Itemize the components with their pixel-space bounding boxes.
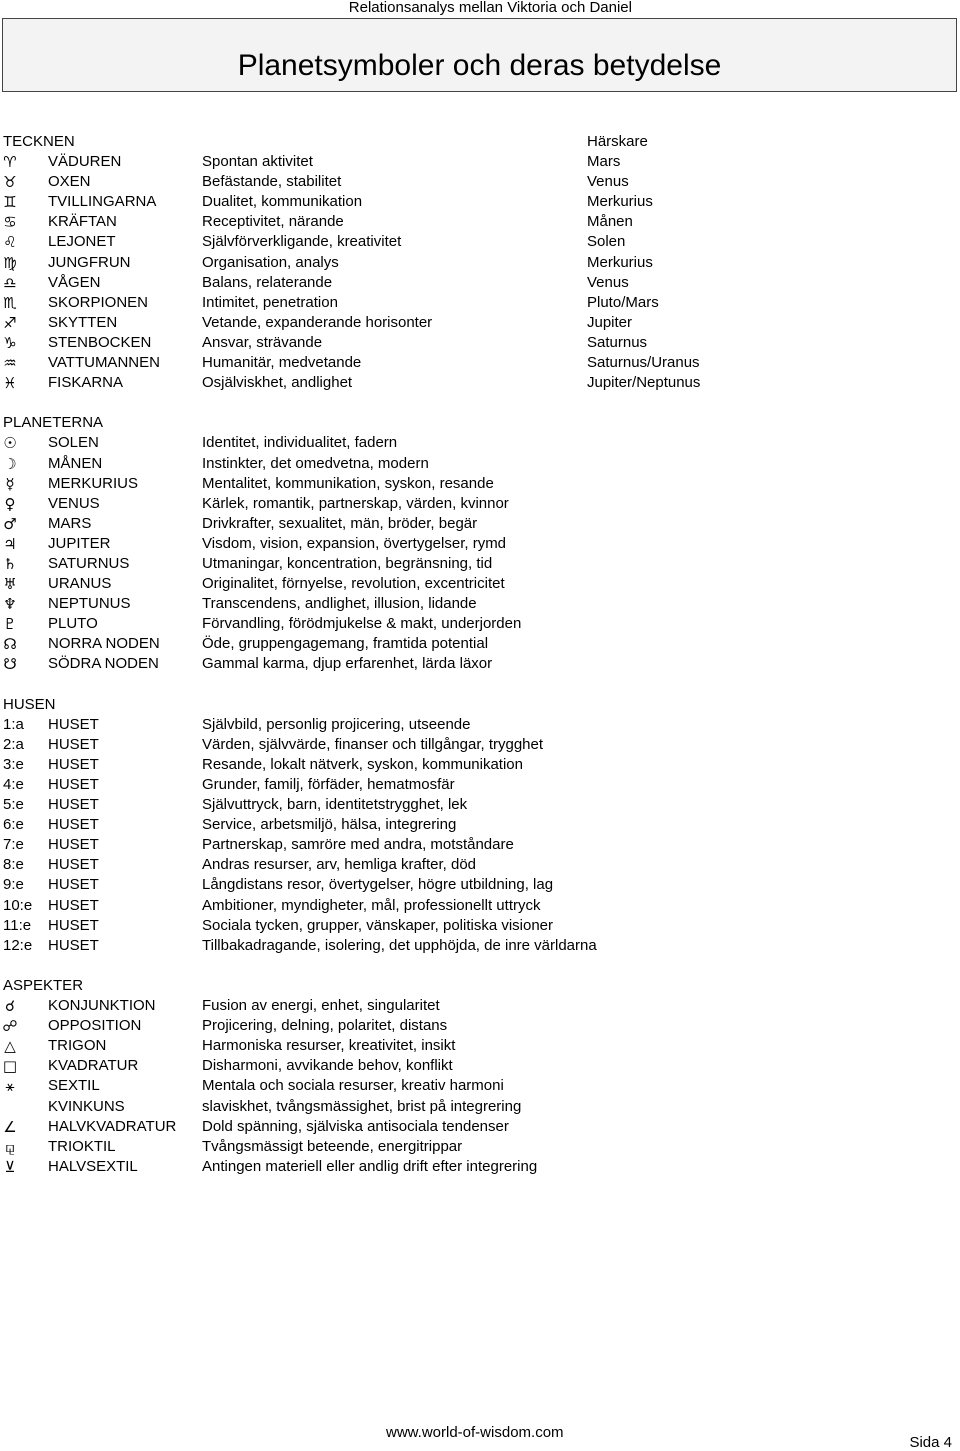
aspects-header-row — [0, 976, 960, 996]
sign-name: OXEN — [48, 173, 91, 191]
planet-icon: ♅ — [3, 575, 17, 594]
sign-ruler: Mars — [587, 153, 621, 171]
aspect-name: SEXTIL — [48, 1077, 100, 1095]
house-row — [0, 896, 960, 916]
planet-row — [0, 634, 960, 654]
sign-name: VÄDUREN — [48, 153, 122, 171]
zodiac-sign-icon: ♑ — [3, 333, 17, 352]
sign-name: FISKARNA — [48, 374, 124, 392]
house-meaning: Resande, lokalt nätverk, syskon, kommunikation — [202, 755, 523, 773]
aspect-icon: ☌ — [4, 997, 16, 1016]
aspect-icon: ⚹ — [5, 1077, 15, 1096]
house-number: 8:e — [3, 856, 24, 874]
house-row — [0, 855, 960, 875]
planet-row — [0, 574, 960, 594]
houses-header-row — [0, 695, 960, 715]
sign-row — [0, 212, 960, 232]
house-number: 6:e — [3, 816, 24, 834]
planet-meaning: Öde, gruppengagemang, framtida potential — [202, 635, 489, 653]
aspect-meaning: Mentala och sociala resurser, kreativ harmoni — [202, 1077, 504, 1095]
house-row — [0, 835, 960, 855]
zodiac-sign-icon: ♐ — [3, 313, 17, 332]
sign-meaning: Dualitet, kommunikation — [202, 193, 363, 211]
planet-meaning: Drivkrafter, sexualitet, män, bröder, begär — [202, 514, 478, 532]
aspect-meaning: Fusion av energi, enhet, singularitet — [202, 997, 440, 1015]
house-meaning: Ambitioner, myndigheter, mål, professionellt uttryck — [202, 896, 541, 914]
house-row — [0, 916, 960, 936]
planet-row — [0, 494, 960, 514]
planet-icon: ☉ — [3, 434, 17, 453]
sign-ruler: Jupiter — [587, 313, 633, 331]
house-number: 3:e — [3, 755, 24, 773]
planet-name: MERKURIUS — [48, 474, 139, 492]
planet-name: SOLEN — [48, 434, 99, 452]
planet-name: PLUTO — [48, 615, 98, 633]
zodiac-sign-icon: ♌ — [3, 233, 17, 252]
planets-header-row — [0, 413, 960, 433]
sign-name: KRÄFTAN — [48, 213, 117, 231]
sign-row — [0, 172, 960, 192]
house-label: HUSET — [48, 796, 99, 814]
aspect-name: OPPOSITION — [48, 1017, 142, 1035]
planet-name: URANUS — [48, 575, 112, 593]
sign-row — [0, 232, 960, 252]
planet-name: SATURNUS — [48, 554, 130, 572]
houses-table — [0, 715, 960, 956]
sign-ruler: Månen — [587, 213, 633, 231]
planet-icon: ☿ — [5, 474, 15, 493]
sign-ruler: Pluto/Mars — [587, 293, 659, 311]
aspect-row — [0, 1097, 960, 1117]
sign-name: LEJONET — [48, 233, 116, 251]
house-number: 10:e — [3, 896, 33, 914]
planet-name: MARS — [48, 514, 92, 532]
aspect-icon: ⊻ — [4, 1157, 16, 1176]
sign-name: SKORPIONEN — [48, 293, 149, 311]
house-label: HUSET — [48, 896, 99, 914]
planets-heading: PLANETERNA — [3, 414, 104, 432]
sign-ruler: Venus — [587, 273, 629, 291]
house-number: 9:e — [3, 876, 24, 894]
zodiac-sign-icon: ♈ — [3, 153, 17, 172]
aspect-row — [0, 1137, 960, 1157]
sign-meaning: Vetande, expanderande horisonter — [202, 313, 433, 331]
planet-name: MÅNEN — [48, 454, 103, 472]
aspect-icon: ⚼ — [4, 1137, 16, 1156]
sign-name: STENBOCKEN — [48, 333, 152, 351]
planet-meaning: Transcendens, andlighet, illusion, lidande — [202, 595, 477, 613]
planet-meaning: Originalitet, förnyelse, revolution, excentricitet — [202, 575, 505, 593]
aspect-row — [0, 1117, 960, 1137]
aspect-icon: ☍ — [2, 1017, 18, 1036]
sign-row — [0, 353, 960, 373]
sign-meaning: Receptivitet, närande — [202, 213, 344, 231]
aspect-name: HALVSEXTIL — [48, 1157, 138, 1175]
planet-icon: ♀ — [4, 494, 16, 513]
house-row — [0, 775, 960, 795]
sign-meaning: Spontan aktivitet — [202, 153, 313, 171]
planet-name: JUPITER — [48, 534, 111, 552]
aspect-row — [0, 1036, 960, 1056]
aspect-meaning: Disharmoni, avvikande behov, konflikt — [202, 1057, 453, 1075]
zodiac-sign-icon: ♍ — [3, 253, 17, 272]
planet-icon: ♄ — [3, 554, 17, 573]
sign-meaning: Befästande, stabilitet — [202, 173, 342, 191]
planets-table — [0, 433, 960, 674]
house-label: HUSET — [48, 856, 99, 874]
zodiac-sign-icon: ♓ — [3, 374, 17, 393]
house-meaning: Självbild, personlig projicering, utseende — [202, 715, 471, 733]
sign-meaning: Organisation, analys — [202, 253, 339, 271]
signs-table — [0, 152, 960, 393]
ruler-heading: Härskare — [587, 133, 648, 150]
aspect-name: KVINKUNS — [48, 1097, 125, 1115]
sign-meaning: Humanitär, medvetande — [202, 354, 362, 372]
house-label: HUSET — [48, 936, 99, 954]
sign-row — [0, 192, 960, 212]
sign-ruler: Jupiter/Neptunus — [587, 374, 701, 392]
planet-icon: ♂ — [3, 514, 17, 533]
sign-name: SKYTTEN — [48, 313, 118, 331]
aspect-row — [0, 1157, 960, 1177]
house-meaning: Andras resurser, arv, hemliga krafter, död — [202, 856, 477, 874]
planet-name: SÖDRA NODEN — [48, 655, 159, 673]
planet-icon: ☊ — [3, 635, 17, 654]
sign-meaning: Ansvar, strävande — [202, 333, 323, 351]
sign-ruler: Merkurius — [587, 253, 653, 271]
house-row — [0, 795, 960, 815]
house-meaning: Partnerskap, samröre med andra, motståndare — [202, 836, 514, 854]
house-number: 5:e — [3, 796, 24, 814]
sign-ruler: Saturnus — [587, 333, 648, 351]
sign-row — [0, 333, 960, 353]
sign-meaning: Balans, relaterande — [202, 273, 333, 291]
planet-icon: ☽ — [3, 454, 17, 473]
aspect-meaning: Antingen materiell eller andlig drift efter integrering — [202, 1157, 538, 1175]
sign-row — [0, 313, 960, 333]
house-label: HUSET — [48, 816, 99, 834]
page-title: Planetsymboler och deras betydelse — [237, 49, 722, 82]
document-header: Relationsanalys mellan Viktoria och Daniel — [348, 0, 632, 16]
page-number: Sida 4 — [909, 1434, 952, 1451]
house-meaning: Grunder, familj, förfäder, hematmosfär — [202, 776, 455, 793]
aspect-meaning: Projicering, delning, polaritet, distans — [202, 1017, 448, 1035]
zodiac-sign-icon: ♏ — [3, 293, 17, 312]
sign-row — [0, 273, 960, 293]
planet-row — [0, 534, 960, 554]
signs-heading: TECKNEN — [3, 133, 75, 150]
planet-row — [0, 433, 960, 453]
house-number: 1:a — [3, 715, 24, 733]
house-number: 12:e — [3, 936, 33, 954]
aspect-meaning: Dold spänning, själviska antisociala tendenser — [202, 1117, 509, 1135]
planet-row — [0, 454, 960, 474]
sign-row — [0, 373, 960, 393]
planet-meaning: Kärlek, romantik, partnerskap, värden, kvinnor — [202, 494, 509, 512]
planet-name: NEPTUNUS — [48, 595, 131, 613]
house-label: HUSET — [48, 735, 99, 753]
aspect-name: KVADRATUR — [48, 1057, 139, 1075]
house-number: 7:e — [3, 836, 24, 854]
title-banner — [2, 18, 957, 92]
house-row — [0, 735, 960, 755]
planet-meaning: Utmaningar, koncentration, begränsning, tid — [202, 554, 493, 572]
planet-meaning: Gammal karma, djup erfarenhet, lärda läxor — [202, 655, 493, 673]
sign-name: VATTUMANNEN — [48, 354, 160, 372]
house-meaning: Tillbakadragande, isolering, det upphöjda, de inre världarna — [202, 936, 597, 954]
aspect-row — [0, 1016, 960, 1036]
aspect-icon: ∠ — [3, 1117, 17, 1136]
planet-row — [0, 654, 960, 674]
house-meaning: Sociala tycken, grupper, vänskaper, politiska visioner — [202, 916, 554, 934]
planet-icon: ☋ — [3, 655, 17, 674]
house-label: HUSET — [48, 916, 99, 934]
house-row — [0, 715, 960, 735]
house-meaning: Långdistans resor, övertygelser, högre utbildning, lag — [202, 876, 554, 894]
planet-icon: ♆ — [3, 595, 17, 614]
aspect-meaning: slaviskhet, tvångsmässighet, brist på integrering — [202, 1097, 522, 1115]
sign-row — [0, 152, 960, 172]
sign-ruler: Saturnus/Uranus — [587, 354, 700, 372]
planet-icon: ♃ — [3, 534, 17, 553]
content — [0, 132, 960, 1177]
planet-row — [0, 554, 960, 574]
planet-meaning: Förvandling, förödmjukelse & makt, underjorden — [202, 615, 522, 633]
aspect-name: TRIOKTIL — [48, 1137, 116, 1155]
house-meaning: Självuttryck, barn, identitetstrygghet, lek — [202, 796, 468, 814]
sign-meaning: Självförverkligande, kreativitet — [202, 233, 402, 251]
planet-meaning: Instinkter, det omedvetna, modern — [202, 454, 429, 472]
house-row — [0, 875, 960, 895]
sign-ruler: Merkurius — [587, 193, 653, 211]
house-meaning: Service, arbetsmiljö, hälsa, integrering — [202, 816, 457, 834]
aspect-name: KONJUNKTION — [48, 997, 156, 1015]
house-label: HUSET — [48, 776, 99, 793]
planet-meaning: Mentalitet, kommunikation, syskon, resande — [202, 474, 494, 492]
house-number: 4:e — [3, 776, 24, 793]
sign-name: VÅGEN — [48, 273, 101, 291]
zodiac-sign-icon: ♉ — [3, 173, 17, 192]
sign-meaning: Osjälviskhet, andlighet — [202, 374, 353, 392]
planet-meaning: Identitet, individualitet, fadern — [202, 434, 398, 452]
planet-row — [0, 514, 960, 534]
sign-meaning: Intimitet, penetration — [202, 293, 338, 311]
house-label: HUSET — [48, 755, 99, 773]
footer-url[interactable]: www.world-of-wisdom.com — [386, 1424, 564, 1441]
sign-name: JUNGFRUN — [48, 253, 131, 271]
house-row — [0, 755, 960, 775]
zodiac-sign-icon: ♋ — [3, 213, 17, 232]
house-number: 2:a — [3, 735, 24, 753]
house-row — [0, 815, 960, 835]
aspect-row — [0, 996, 960, 1016]
sign-ruler: Solen — [587, 233, 626, 251]
zodiac-sign-icon: ♊ — [3, 193, 17, 212]
house-label: HUSET — [48, 876, 99, 894]
planet-row — [0, 594, 960, 614]
planet-row — [0, 614, 960, 634]
planet-icon: ♇ — [3, 615, 17, 634]
aspect-meaning: Harmoniska resurser, kreativitet, insikt — [202, 1037, 456, 1055]
aspects-heading: ASPEKTER — [3, 976, 84, 994]
house-number: 11:e — [3, 916, 32, 934]
planet-row — [0, 474, 960, 494]
house-meaning: Värden, självvärde, finanser och tillgångar, trygghet — [202, 735, 544, 753]
sign-name: TVILLINGARNA — [48, 193, 157, 211]
sign-row — [0, 293, 960, 313]
zodiac-sign-icon: ♒ — [3, 354, 17, 373]
zodiac-sign-icon: ♎ — [3, 273, 17, 292]
sign-ruler: Venus — [587, 173, 629, 191]
house-label: HUSET — [48, 836, 99, 854]
signs-header-row — [0, 132, 960, 152]
house-label: HUSET — [48, 715, 99, 733]
planet-meaning: Visdom, vision, expansion, övertygelser, rymd — [202, 534, 507, 552]
planet-name: VENUS — [48, 494, 100, 512]
sign-row — [0, 253, 960, 273]
aspects-table — [0, 996, 960, 1177]
aspect-row — [0, 1056, 960, 1076]
house-row — [0, 936, 960, 956]
aspect-name: TRIGON — [48, 1037, 107, 1055]
aspect-icon: □ — [2, 1057, 18, 1076]
planet-name: NORRA NODEN — [48, 635, 160, 653]
houses-heading: HUSEN — [3, 695, 56, 713]
aspect-name: HALVKVADRATUR — [48, 1117, 177, 1135]
aspect-row — [0, 1076, 960, 1096]
aspect-icon: △ — [4, 1037, 16, 1056]
aspect-meaning: Tvångsmässigt beteende, energitrippar — [202, 1137, 463, 1155]
